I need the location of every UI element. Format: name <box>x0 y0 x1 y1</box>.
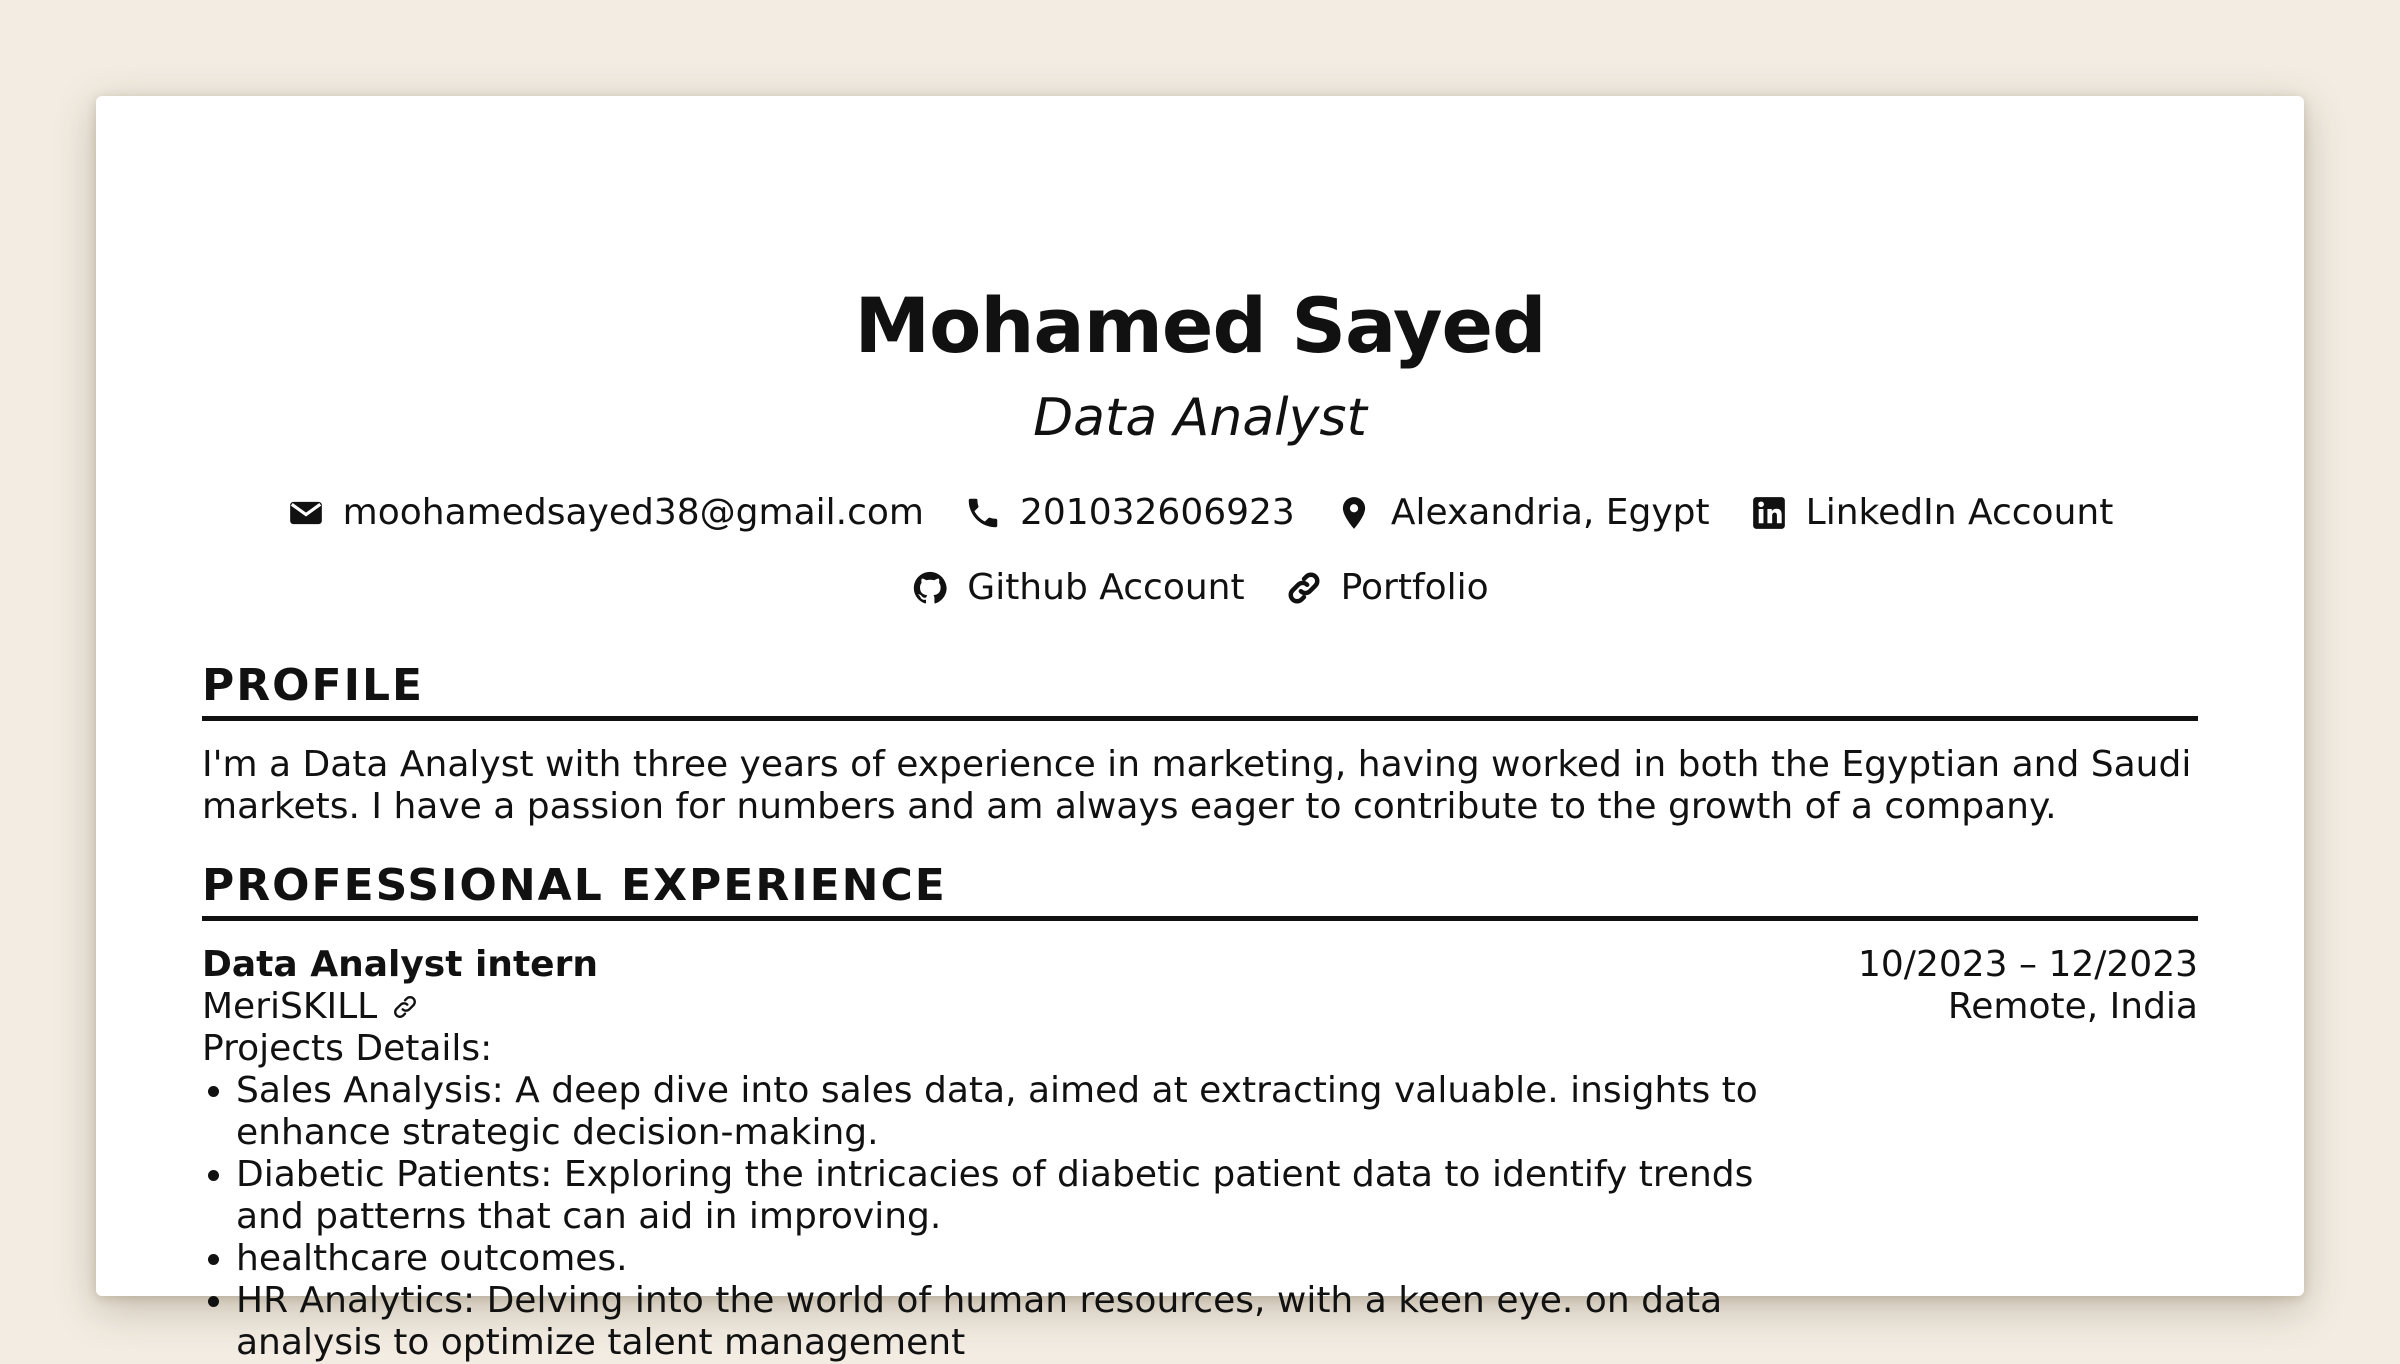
company-name: MeriSKILL <box>202 986 378 1027</box>
contact-row-secondary <box>96 569 2304 607</box>
list-item: • Diabetic Patients: Exploring the intricacies of diabetic patient data to identify trends and patterns that can aid in improving. <box>236 1154 1802 1238</box>
location-pin-icon <box>1335 494 1373 532</box>
portfolio-link[interactable] <box>1285 569 1489 607</box>
link-icon <box>1285 569 1323 607</box>
profile-summary: I'm a Data Analyst with three years of experience in marketing, having worked in both the Egyptian and Saudi markets. I have a passion for numbers and am always eager to contribute to the growth of a company. <box>202 744 2192 827</box>
link-icon <box>391 993 419 1021</box>
linkedin-icon <box>1750 494 1788 532</box>
candidate-name: Mohamed Sayed <box>854 281 1546 370</box>
list-item: • HR Analytics: Delving into the world of human resources, with a keen eye. on data analysis to optimize talent management <box>236 1280 1802 1364</box>
github-icon <box>911 569 949 607</box>
job-location: Remote, India <box>1947 986 2198 1027</box>
linkedin-text: LinkedIn Account <box>1805 492 2114 533</box>
phone-icon <box>964 494 1002 532</box>
envelope-icon <box>287 494 325 532</box>
github-text: Github Account <box>967 567 1245 608</box>
job-intro: Projects Details: <box>202 1028 493 1069</box>
location-text: Alexandria, Egypt <box>1390 492 1710 533</box>
portfolio-text: Portfolio <box>1340 567 1489 608</box>
list-item: • healthcare outcomes. <box>236 1238 1802 1280</box>
email-link[interactable] <box>287 494 924 532</box>
experience-heading: PROFESSIONAL EXPERIENCE <box>202 864 2198 921</box>
job-details <box>202 944 1802 1364</box>
linkedin-link[interactable] <box>1750 494 2114 532</box>
job-meta <box>1858 944 2198 1028</box>
company-link[interactable] <box>202 986 1802 1028</box>
candidate-title: Data Analyst <box>1033 388 1367 448</box>
job-title: Data Analyst intern <box>202 944 598 985</box>
github-link[interactable] <box>911 569 1244 607</box>
job-entry <box>202 944 2198 1364</box>
email-text: moohamedsayed38@gmail.com <box>342 492 924 533</box>
resume-page <box>96 96 2304 1363</box>
list-item: • Sales Analysis: A deep dive into sales data, aimed at extracting valuable. insights to enhance strategic decision-making. <box>236 1070 1802 1154</box>
location-item <box>1335 494 1710 532</box>
job-dates: 10/2023 – 12/2023 <box>1858 944 2198 985</box>
profile-heading: PROFILE <box>202 664 2198 721</box>
contact-row-primary <box>96 494 2304 532</box>
phone-text: 201032606923 <box>1019 492 1295 533</box>
job-bullets <box>202 1070 1802 1364</box>
phone-link[interactable] <box>964 494 1295 532</box>
